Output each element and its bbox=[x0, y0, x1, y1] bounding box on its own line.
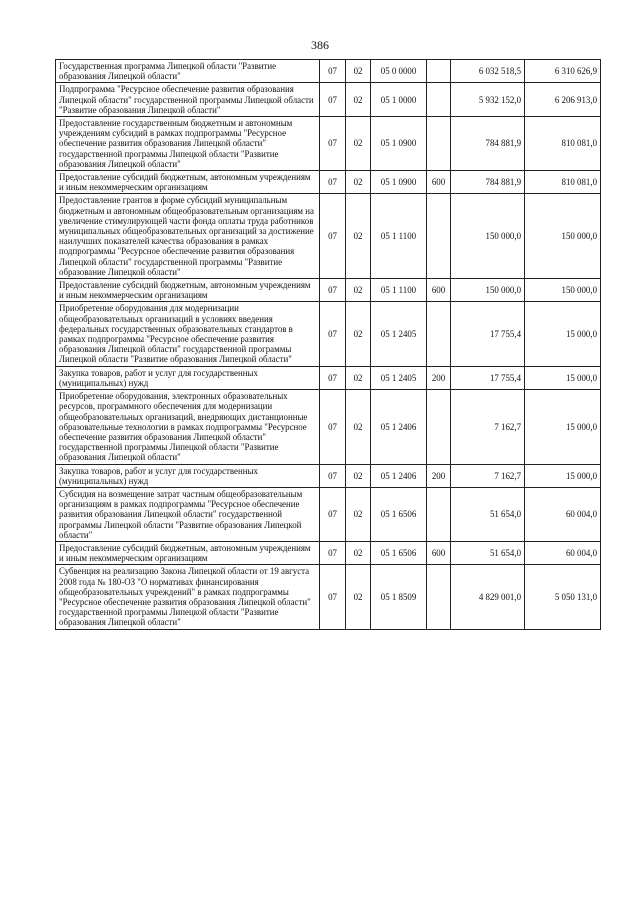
table-row bbox=[56, 302, 601, 366]
cell-amount-2: 60 004,0 bbox=[525, 487, 601, 541]
cell-target-article: 05 1 8509 bbox=[371, 565, 427, 629]
cell-section: 07 bbox=[320, 83, 346, 117]
cell-expense-type: 200 bbox=[427, 464, 451, 487]
cell-target-article: 05 1 2405 bbox=[371, 366, 427, 389]
table-row bbox=[56, 366, 601, 389]
cell-amount-1: 51 654,0 bbox=[451, 487, 525, 541]
table-row bbox=[56, 390, 601, 464]
cell-expense-type bbox=[427, 487, 451, 541]
cell-name: Закупка товаров, работ и услуг для государственных (муниципальных) нужд bbox=[56, 366, 320, 389]
table-row bbox=[56, 541, 601, 564]
table-row bbox=[56, 464, 601, 487]
cell-amount-1: 6 032 518,5 bbox=[451, 60, 525, 83]
cell-section: 07 bbox=[320, 565, 346, 629]
cell-amount-2: 15 000,0 bbox=[525, 390, 601, 464]
cell-section: 07 bbox=[320, 60, 346, 83]
cell-name: Предоставление субсидий бюджетным, автономным учреждениям и иным некоммерческим организациям bbox=[56, 541, 320, 564]
cell-amount-1: 784 881,9 bbox=[451, 117, 525, 171]
cell-target-article: 05 1 6506 bbox=[371, 541, 427, 564]
cell-target-article: 05 1 0000 bbox=[371, 83, 427, 117]
cell-subsection: 02 bbox=[346, 366, 371, 389]
cell-amount-1: 150 000,0 bbox=[451, 279, 525, 302]
cell-expense-type: 600 bbox=[427, 541, 451, 564]
cell-amount-1: 7 162,7 bbox=[451, 464, 525, 487]
cell-expense-type bbox=[427, 302, 451, 366]
cell-section: 07 bbox=[320, 302, 346, 366]
cell-target-article: 05 0 0000 bbox=[371, 60, 427, 83]
cell-subsection: 02 bbox=[346, 541, 371, 564]
cell-subsection: 02 bbox=[346, 565, 371, 629]
page-number: 386 bbox=[311, 38, 329, 52]
table-row bbox=[56, 171, 601, 194]
cell-amount-2: 15 000,0 bbox=[525, 464, 601, 487]
cell-expense-type: 200 bbox=[427, 366, 451, 389]
cell-name: Предоставление субсидий бюджетным, автономным учреждениям и иным некоммерческим организациям bbox=[56, 279, 320, 302]
cell-name: Государственная программа Липецкой области "Развитие образования Липецкой области" bbox=[56, 60, 320, 83]
cell-name: Предоставление грантов в форме субсидий муниципальным бюджетным и автономным общеобразовательным организациям на увеличение стимулирующей части фонда оплаты труда работников муниципальных общеобразовательных организаций за достижение наилучших показателей качества образования в рамках подпрограммы "Ресурсное обеспечение развития образования Липецкой области" государственной программы "Развитие образование Липецкой области" bbox=[56, 194, 320, 279]
cell-name: Закупка товаров, работ и услуг для государственных (муниципальных) нужд bbox=[56, 464, 320, 487]
cell-subsection: 02 bbox=[346, 487, 371, 541]
cell-amount-2: 6 206 913,0 bbox=[525, 83, 601, 117]
budget-table bbox=[55, 59, 601, 630]
cell-amount-1: 784 881,9 bbox=[451, 171, 525, 194]
cell-expense-type bbox=[427, 565, 451, 629]
table-row bbox=[56, 83, 601, 117]
cell-target-article: 05 1 6506 bbox=[371, 487, 427, 541]
table-row bbox=[56, 194, 601, 279]
cell-amount-2: 6 310 626,9 bbox=[525, 60, 601, 83]
cell-amount-2: 150 000,0 bbox=[525, 194, 601, 279]
cell-target-article: 05 1 0900 bbox=[371, 171, 427, 194]
cell-name: Предоставление субсидий бюджетным, автономным учреждениям и иным некоммерческим организациям bbox=[56, 171, 320, 194]
cell-section: 07 bbox=[320, 171, 346, 194]
cell-name: Подпрограмма "Ресурсное обеспечение развития образования Липецкой области" государственной программы Липецкой области "Развитие образования Липецкой области" bbox=[56, 83, 320, 117]
cell-name: Субсидия на возмещение затрат частным общеобразовательным организациям в рамках подпрограммы "Ресурсное обеспечение развития образования Липецкой области" государственной программы Липецкой области "Развитие образования Липецкой области" bbox=[56, 487, 320, 541]
cell-expense-type bbox=[427, 194, 451, 279]
cell-subsection: 02 bbox=[346, 60, 371, 83]
cell-expense-type bbox=[427, 390, 451, 464]
cell-amount-2: 5 050 131,0 bbox=[525, 565, 601, 629]
cell-section: 07 bbox=[320, 194, 346, 279]
cell-expense-type bbox=[427, 117, 451, 171]
cell-subsection: 02 bbox=[346, 464, 371, 487]
cell-amount-2: 60 004,0 bbox=[525, 541, 601, 564]
cell-amount-1: 5 932 152,0 bbox=[451, 83, 525, 117]
cell-subsection: 02 bbox=[346, 117, 371, 171]
cell-name: Приобретение оборудования для модернизации общеобразовательных организаций в условиях введения федеральных государственных образовательных стандартов в рамках подпрограммы "Ресурсное обеспечение развития образования Липецкой области" государственной программы Липецкой области "Развитие образования Липецкой области" bbox=[56, 302, 320, 366]
cell-subsection: 02 bbox=[346, 390, 371, 464]
cell-amount-2: 15 000,0 bbox=[525, 366, 601, 389]
cell-amount-1: 51 654,0 bbox=[451, 541, 525, 564]
cell-expense-type bbox=[427, 83, 451, 117]
cell-amount-1: 7 162,7 bbox=[451, 390, 525, 464]
cell-section: 07 bbox=[320, 117, 346, 171]
cell-subsection: 02 bbox=[346, 83, 371, 117]
cell-target-article: 05 1 2406 bbox=[371, 464, 427, 487]
budget-table-body bbox=[56, 60, 601, 630]
cell-target-article: 05 1 1100 bbox=[371, 279, 427, 302]
cell-expense-type bbox=[427, 60, 451, 83]
cell-target-article: 05 1 1100 bbox=[371, 194, 427, 279]
cell-amount-2: 810 081,0 bbox=[525, 117, 601, 171]
cell-amount-1: 17 755,4 bbox=[451, 302, 525, 366]
cell-name: Приобретение оборудования, электронных образовательных ресурсов, программного обеспечения для модернизации общеобразовательных организаций, внедряющих дистанционные образовательные технологии в рамках подпрограммы "Ресурсное обеспечение развития образования Липецкой области" государственной программы Липецкой области "Развитие образования Липецкой области" bbox=[56, 390, 320, 464]
cell-target-article: 05 1 2406 bbox=[371, 390, 427, 464]
cell-section: 07 bbox=[320, 487, 346, 541]
cell-amount-2: 810 081,0 bbox=[525, 171, 601, 194]
cell-amount-2: 15 000,0 bbox=[525, 302, 601, 366]
cell-expense-type: 600 bbox=[427, 279, 451, 302]
table-row bbox=[56, 279, 601, 302]
cell-section: 07 bbox=[320, 464, 346, 487]
cell-expense-type: 600 bbox=[427, 171, 451, 194]
cell-target-article: 05 1 2405 bbox=[371, 302, 427, 366]
cell-section: 07 bbox=[320, 279, 346, 302]
cell-name: Субвенция на реализацию Закона Липецкой области от 19 августа 2008 года № 180-ОЗ "О нормативах финансирования общеобразовательных учреждений" в рамках подпрограммы "Ресурсное обеспечение развития образования Липецкой области" государственной программы Липецкой области "Развитие образования Липецкой области" bbox=[56, 565, 320, 629]
cell-target-article: 05 1 0900 bbox=[371, 117, 427, 171]
cell-subsection: 02 bbox=[346, 194, 371, 279]
cell-section: 07 bbox=[320, 541, 346, 564]
cell-amount-2: 150 000,0 bbox=[525, 279, 601, 302]
cell-section: 07 bbox=[320, 366, 346, 389]
cell-amount-1: 4 829 001,0 bbox=[451, 565, 525, 629]
table-row bbox=[56, 60, 601, 83]
cell-section: 07 bbox=[320, 390, 346, 464]
table-row bbox=[56, 117, 601, 171]
table-row bbox=[56, 487, 601, 541]
cell-subsection: 02 bbox=[346, 171, 371, 194]
cell-amount-1: 17 755,4 bbox=[451, 366, 525, 389]
table-row bbox=[56, 565, 601, 629]
cell-amount-1: 150 000,0 bbox=[451, 194, 525, 279]
cell-name: Предоставление государственным бюджетным и автономным учреждениям субсидий в рамках подпрограммы "Ресурсное обеспечение развития образования Липецкой области" государственной программы Липецкой области "Развитие образования Липецкой области" bbox=[56, 117, 320, 171]
cell-subsection: 02 bbox=[346, 302, 371, 366]
cell-subsection: 02 bbox=[346, 279, 371, 302]
